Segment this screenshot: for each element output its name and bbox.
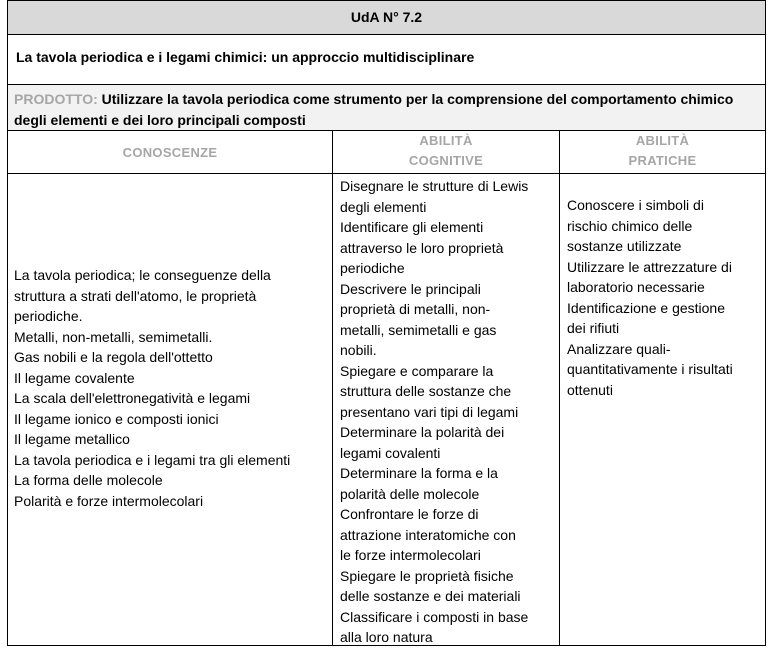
abilita-cognitive-line: Disegnare le strutture di Lewis [340, 178, 529, 194]
conoscenze-list [8, 174, 332, 645]
conoscenze-line: Il legame ionico e composti ionici [14, 410, 219, 427]
uda-table [7, 0, 766, 646]
conoscenze-line: La tavola periodica; le conseguenze della [14, 267, 271, 283]
abilita-pratiche-line: Utilizzare le attrezzature di [567, 258, 732, 275]
header-abilita-cognitive-line: COGNITIVE [408, 153, 484, 168]
abilita-cognitive-line: metalli, semimetalli e gas [340, 321, 497, 338]
abilita-cognitive-line: Spiegare le proprietà fisiche [340, 567, 514, 584]
abilita-cognitive-list [332, 174, 559, 645]
conoscenze-line: La tavola periodica e i legami tra gli elementi [14, 451, 291, 468]
abilita-cognitive-line: proprietà di metalli, non- [340, 301, 491, 317]
header-conoscenze-line: CONOSCENZE [122, 145, 218, 160]
column-headers [8, 131, 765, 174]
conoscenze-line: Il legame covalente [14, 369, 135, 386]
header-abilita-cognitive [332, 131, 559, 173]
conoscenze-line: periodiche. [14, 308, 83, 324]
product-label: PRODOTTO: [14, 91, 98, 107]
abilita-pratiche-line: laboratorio necessarie [567, 279, 705, 295]
abilita-cognitive-line: Confrontare le forze di [340, 506, 479, 522]
abilita-pratiche-line: quantitativamente i risultati [567, 361, 733, 377]
header-abilita-pratiche-line: PRATICHE [628, 153, 697, 168]
abilita-cognitive-line: attraverso le loro proprietà [340, 239, 504, 256]
conoscenze-line: Gas nobili e la regola dell'ottetto [14, 349, 213, 365]
abilita-cognitive-line: Determinare la polarità dei [340, 424, 505, 440]
body-row [8, 174, 765, 645]
abilita-cognitive-line: le forze intermolecolari [340, 547, 481, 563]
abilita-cognitive-line: presentano vari tipi di legami [340, 403, 519, 420]
abilita-cognitive-line: nobili. [340, 342, 377, 358]
abilita-cognitive-line: delle sostanze e dei materiali [340, 588, 521, 604]
abilita-pratiche-line: Identificazione e gestione [567, 299, 725, 316]
abilita-cognitive-line: polarità delle molecole [340, 485, 480, 502]
abilita-pratiche-line: Conoscere i simboli di [567, 197, 704, 213]
header-conoscenze [8, 131, 332, 173]
abilita-cognitive-line: Identificare gli elementi [340, 219, 484, 235]
abilita-cognitive-line: Descrivere le principali [340, 280, 481, 297]
abilita-pratiche-line: dei rifiuti [567, 320, 620, 336]
uda-subtitle: La tavola periodica e i legami chimici: un approccio multidisciplinare [8, 35, 765, 85]
abilita-cognitive-line: attrazione interatomiche con [340, 526, 516, 543]
abilita-cognitive-line: Determinare la forma e la [340, 465, 498, 481]
product-row [8, 85, 765, 131]
product-text: Utilizzare la tavola periodica come strumento per la comprensione del comportamento chimico degli elementi e dei loro principali composti [14, 91, 734, 128]
abilita-cognitive-line: degli elementi [340, 198, 427, 215]
abilita-cognitive-line: Classificare i composti in base [340, 608, 529, 625]
abilita-cognitive-line: struttura delle sostanze che [340, 383, 512, 399]
abilita-cognitive-line: periodiche [340, 260, 405, 276]
conoscenze-line: Il legame metallico [14, 431, 130, 447]
abilita-cognitive-line: Spiegare e comparare la [340, 362, 494, 379]
header-abilita-cognitive-line: ABILITÀ [419, 133, 473, 148]
header-abilita-pratiche-line: ABILITÀ [635, 133, 690, 148]
conoscenze-line: Metalli, non-metalli, semimetalli. [14, 328, 213, 345]
abilita-pratiche-line: rischio chimico delle [567, 217, 693, 234]
abilita-pratiche-line: ottenuti [567, 381, 613, 398]
uda-title: UdA N° 7.2 [8, 1, 765, 35]
conoscenze-line: struttura a strati dell'atomo, le proprietà [14, 287, 257, 304]
abilita-pratiche-list [559, 174, 765, 645]
header-abilita-pratiche [559, 131, 765, 173]
abilita-pratiche-line: Analizzare quali- [567, 340, 671, 357]
conoscenze-line: Polarità e forze intermolecolari [14, 492, 204, 509]
conoscenze-line: La scala dell'elettronegatività e legami [14, 390, 251, 406]
abilita-cognitive-line: alla loro natura [340, 629, 433, 645]
abilita-cognitive-line: legami covalenti [340, 444, 441, 461]
abilita-pratiche-line: sostanze utilizzate [567, 238, 682, 254]
conoscenze-line: La forma delle molecole [14, 472, 163, 488]
